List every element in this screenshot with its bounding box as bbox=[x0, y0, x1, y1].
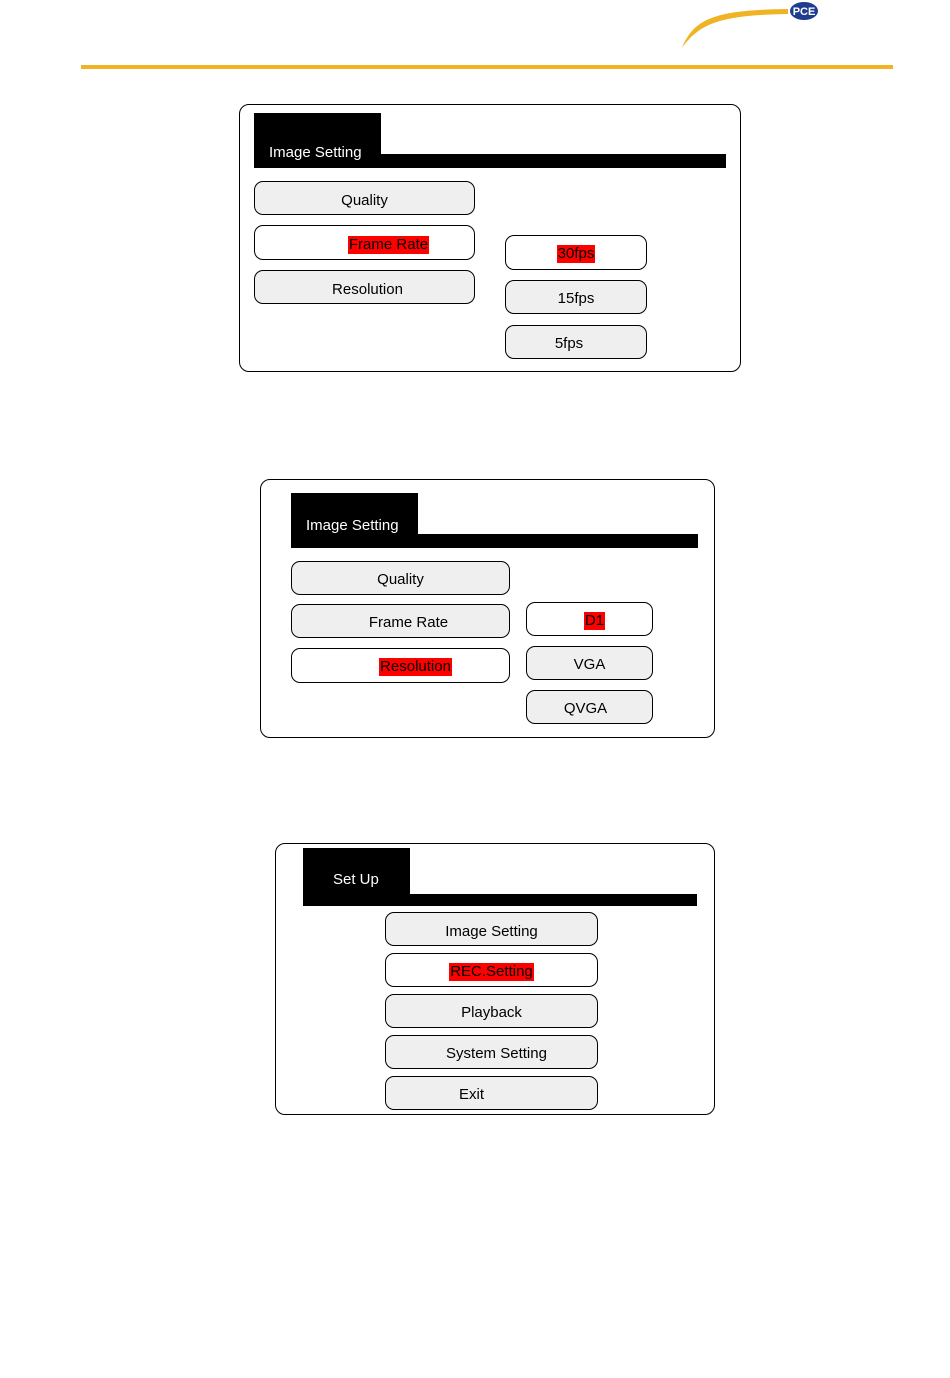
resolution-button[interactable]: Resolution bbox=[291, 648, 510, 683]
brand-label: PCE bbox=[792, 6, 816, 18]
playback-button[interactable]: Playback bbox=[385, 994, 598, 1028]
rec-setting-button[interactable]: REC.Setting bbox=[385, 953, 598, 987]
fps-30-option[interactable]: 30fps bbox=[505, 235, 647, 270]
fps-5-option[interactable]: 5fps bbox=[505, 325, 647, 359]
frame-rate-button[interactable]: Frame Rate bbox=[291, 604, 510, 638]
image-setting-resolution-panel bbox=[260, 479, 715, 738]
panel-title: Image Setting bbox=[291, 493, 418, 548]
resolution-d1-option[interactable]: D1 bbox=[526, 602, 653, 636]
resolution-button[interactable]: Resolution bbox=[254, 270, 475, 304]
image-setting-button[interactable]: Image Setting bbox=[385, 912, 598, 946]
header-rule bbox=[81, 65, 893, 69]
exit-button[interactable]: Exit bbox=[385, 1076, 598, 1110]
quality-button[interactable]: Quality bbox=[254, 181, 475, 215]
setup-panel bbox=[275, 843, 715, 1115]
resolution-vga-option[interactable]: VGA bbox=[526, 646, 653, 680]
panel-title: Image Setting bbox=[254, 113, 381, 168]
pce-logo bbox=[676, 0, 826, 52]
fps-15-option[interactable]: 15fps bbox=[505, 280, 647, 314]
frame-rate-button[interactable]: Frame Rate bbox=[254, 225, 475, 260]
image-setting-frame-rate-panel bbox=[239, 104, 741, 372]
quality-button[interactable]: Quality bbox=[291, 561, 510, 595]
system-setting-button[interactable]: System Setting bbox=[385, 1035, 598, 1069]
panel-title: Set Up bbox=[303, 848, 410, 906]
resolution-qvga-option[interactable]: QVGA bbox=[526, 690, 653, 724]
